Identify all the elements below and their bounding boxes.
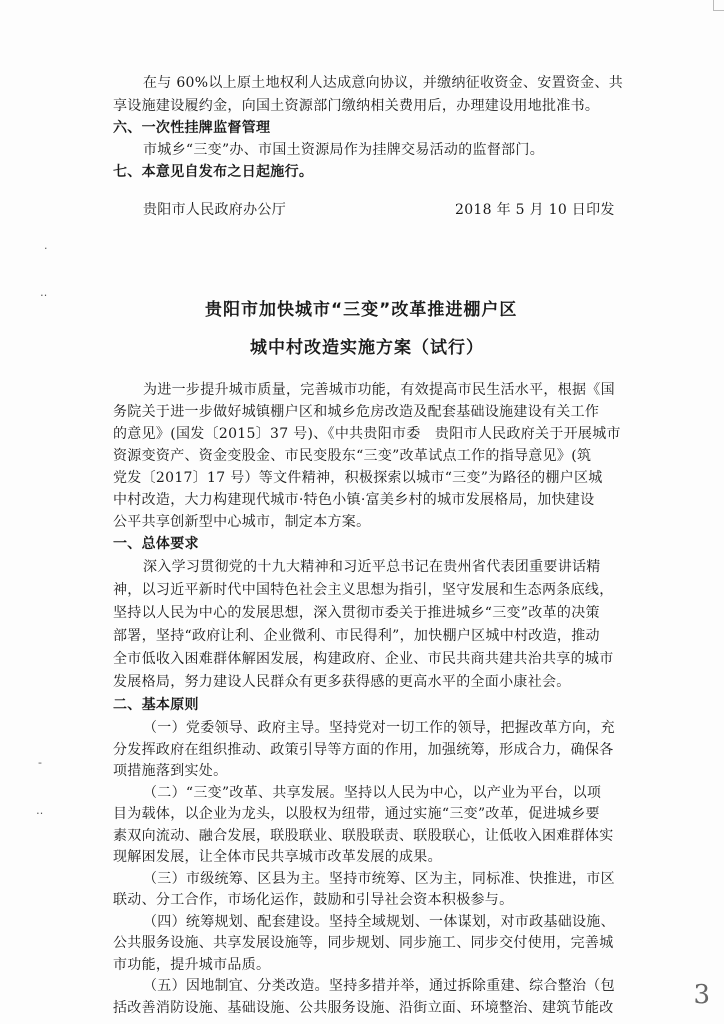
section2-line: 括改善消防设施、基础设施、公共服务设施、沿街立面、环境整治、建筑节能改	[113, 999, 614, 1016]
section2-line: 联动、分工合作，市场化运作，鼓励和引导社会资本积极参与。	[113, 892, 514, 908]
section2-line: （四）统筹规划、配套建设。坚持全域规划、一体谋划，对市政基础设施、	[143, 913, 615, 930]
section2-line: 目为载体，以企业为龙头，以股权为纽带，通过实施“三变”改革，促进城乡要	[113, 806, 600, 822]
intro-line: 的意见》(国发〔2015〕37 号)、《中共贵阳市委 贵阳市人民政府关于开展城市	[113, 426, 621, 442]
intro-line: 中村改造，大力构建现代城市·特色小镇·富美乡村的城市发展格局，加快建设	[113, 492, 595, 508]
section2-line: 素双向流动、融合发展，联股联业、联股联责、联股联心，让低收入困难群体实	[113, 827, 614, 844]
scan-artifact: -	[38, 756, 42, 769]
intro-line: 党发〔2017〕17 号）等文件精神，积极探索以城市“三变”为路径的棚户区城	[113, 470, 603, 486]
issue-date: 2018 年 5 月 10 日印发	[455, 202, 615, 218]
section1-line: 发展格局，努力建设人民群众有更多获得感的更高水平的全面小康社会。	[113, 674, 571, 690]
document-title-line1: 贵阳市加快城市“三变”改革推进棚户区	[205, 300, 518, 320]
section2-line: （二）“三变”改革、共享发展。坚持以人民为中心，以产业为平台，以项	[143, 784, 602, 801]
document-title-line2: 城中村改造实施方案（试行）	[250, 338, 484, 358]
page-number-mark: 3	[693, 980, 710, 1010]
scan-artifact: ·	[44, 242, 48, 255]
section2-line: （三）市级统筹、区县为主。坚持市统筹、区为主，同标准、快推进，市区	[143, 870, 615, 887]
issuing-office: 贵阳市人民政府办公厅	[143, 202, 286, 218]
section2-line: 现解困发展，让全体市民共享城市改革发展的成果。	[113, 849, 442, 865]
prev-text-line: 市城乡“三变”办、市国土资源局作为挂牌交易活动的监督部门。	[143, 142, 545, 158]
section1-line: 部署，坚持“政府让利、企业微利、市民得利”，加快棚户区城中村改造，推动	[113, 628, 600, 644]
intro-line: 务院关于进一步做好城镇棚户区和城乡危房改造及配套基础设施建设有关工作	[113, 404, 600, 420]
intro-line: 公平共享创新型中心城市，制定本方案。	[113, 514, 371, 530]
section-heading: 七、本意见自发布之日起施行。	[113, 164, 314, 180]
prev-text-line: 在与 60%以上原土地权利人达成意向协议，并缴纳征收资金、安置资金、共	[143, 75, 624, 91]
section-heading: 六、一次性挂牌监督管理	[113, 120, 271, 136]
section2-line: 市功能，提升城市品质。	[113, 956, 271, 973]
section2-line: （一）党委领导、政府主导。坚持党对一切工作的领导，把握改革方向，充	[143, 720, 615, 736]
section-heading: 二、基本原则	[113, 697, 199, 713]
section-heading: 一、总体要求	[113, 536, 199, 552]
scan-corner-mark	[713, 0, 724, 11]
section1-line: 全市低收入困难群体解困发展，构建政府、企业、市民共商共建共治共享的城市	[113, 651, 614, 667]
section2-line: 分发挥政府在组织推动、政策引导等方面的作用，加强统筹，形成合力，确保各	[113, 741, 614, 758]
scan-artifact: ‥	[36, 804, 44, 817]
intro-line: 为进一步提升城市质量，完善城市功能，有效提高市民生活水平，根据《国	[143, 382, 615, 398]
intro-line: 资源变资产、资金变股金、市民变股东“三变”改革试点工作的指导意见》(筑	[113, 448, 592, 464]
section1-line: 神，以习近平新时代中国特色社会主义思想为指引，坚守发展和生态两条底线，	[113, 582, 614, 598]
section2-line: 项措施落到实处。	[113, 763, 228, 779]
section2-line: 公共服务设施、共享发展设施等，同步规划、同步施工、同步交付使用，完善城	[113, 935, 614, 951]
section2-line: （五）因地制宜、分类改造。坚持多措并举，通过拆除重建、综合整治（包	[143, 978, 615, 994]
section1-line: 坚持以人民为中心的发展思想，深入贯彻市委关于推进城乡“三变”改革的决策	[113, 605, 600, 621]
scan-artifact: ‥	[40, 286, 48, 299]
prev-text-line: 享设施建设履约金，向国土资源部门缴纳相关费用后，办理建设用地批准书。	[113, 98, 600, 114]
section1-line: 深入学习贯彻党的十九大精神和习近平总书记在贵州省代表团重要讲话精	[143, 559, 601, 575]
